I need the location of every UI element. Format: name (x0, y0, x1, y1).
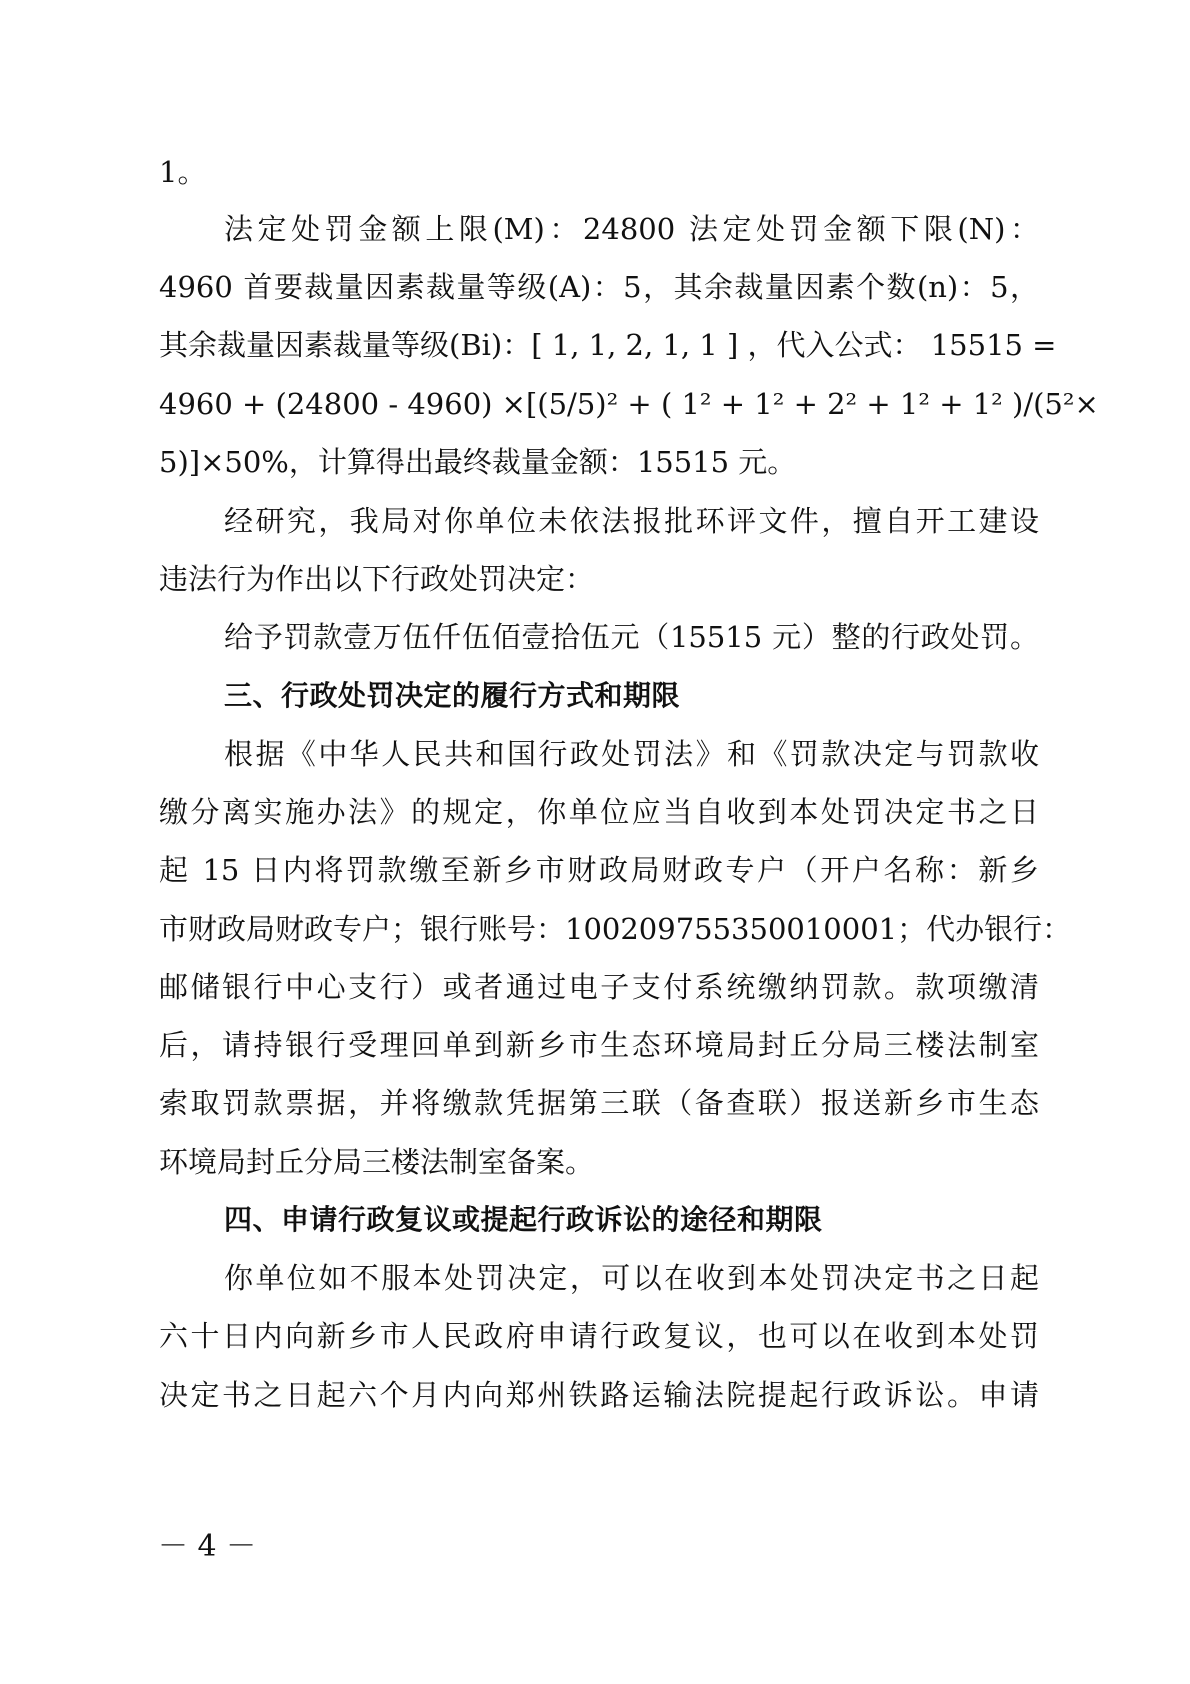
text-line-20: 你单位如不服本处罚决定，可以在收到本处罚决定书之日起 (224, 1261, 1039, 1295)
text-line-7: 经研究，我局对你单位未依法报批环评文件，擅自开工建设 (224, 504, 1039, 538)
page-number: － 4 － (158, 1529, 257, 1564)
text-line-14: 市财政局财政专户；银行账号：100209755350010001；代办银行： (159, 912, 1072, 946)
section-heading-3: 三、行政处罚决定的履行方式和期限 (224, 679, 681, 712)
text-line-1: 1。 (159, 155, 207, 189)
text-line-13: 起 15 日内将罚款缴至新乡市财政局财政专户（开户名称：新乡 (159, 853, 1039, 887)
text-line-6: 5)]×50%，计算得出最终裁量金额：15515 元。 (159, 445, 797, 479)
section-heading-4: 四、申请行政复议或提起行政诉讼的途径和期限 (224, 1203, 823, 1236)
text-line-15: 邮储银行中心支行）或者通过电子支付系统缴纳罚款。款项缴清 (159, 970, 1039, 1004)
text-line-2: 法定处罚金额上限(M)：24800 法定处罚金额下限(N)： (224, 212, 1039, 246)
text-line-16: 后，请持银行受理回单到新乡市生态环境局封丘分局三楼法制室 (159, 1028, 1039, 1062)
text-line-11: 根据《中华人民共和国行政处罚法》和《罚款决定与罚款收 (224, 737, 1039, 771)
text-line-17: 索取罚款票据，并将缴款凭据第三联（备查联）报送新乡市生态 (159, 1086, 1039, 1120)
text-line-9: 给予罚款壹万伍仟伍佰壹拾伍元（15515 元）整的行政处罚。 (224, 620, 1039, 654)
formula-line: 4960 + (24800 - 4960) ×[(5/5)² + ( 1² + 1² + 2² + 1² + 1² )/(5²× (159, 387, 1099, 421)
text-line-8: 违法行为作出以下行政处罚决定： (159, 562, 595, 596)
text-line-21: 六十日内向新乡市人民政府申请行政复议，也可以在收到本处罚 (159, 1319, 1039, 1353)
text-line-12: 缴分离实施办法》的规定，你单位应当自收到本处罚决定书之日 (159, 795, 1039, 829)
text-line-22: 决定书之日起六个月内向郑州铁路运输法院提起行政诉讼。申请 (159, 1378, 1039, 1412)
text-line-4: 其余裁量因素裁量等级(Bi)：[ 1, 1, 2, 1, 1 ] ，代入公式： 15515 = (159, 328, 1057, 362)
text-line-18: 环境局封丘分局三楼法制室备案。 (159, 1145, 595, 1179)
text-line-3: 4960 首要裁量因素裁量等级(A)：5，其余裁量因素个数(n)：5， (159, 270, 1039, 304)
